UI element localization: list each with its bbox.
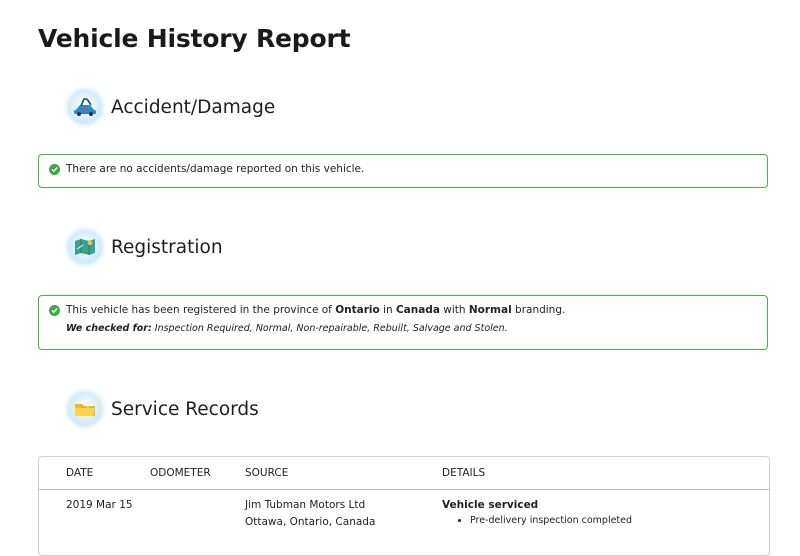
registration-message: This vehicle has been registered in the province of Ontario in Canada with Normal branding. — [66, 304, 566, 316]
registration-section-header — [68, 229, 223, 265]
accident-section-header — [68, 89, 275, 125]
registration-branding: Normal — [468, 304, 512, 316]
check-circle-icon — [49, 164, 60, 175]
row-details-list — [442, 514, 632, 527]
map-icon — [68, 230, 102, 264]
column-header-source: SOURCE — [245, 467, 289, 479]
service-records-table — [38, 456, 770, 556]
service-section-title: Service Records — [111, 398, 259, 420]
service-section-header — [68, 391, 259, 427]
crashed-car-icon — [68, 90, 102, 124]
row-date: 2019 Mar 15 — [66, 499, 133, 511]
table-header — [39, 457, 769, 490]
row-details — [442, 497, 632, 527]
page-title: Vehicle History Report — [38, 24, 351, 53]
row-source-location: Ottawa, Ontario, Canada — [245, 516, 376, 528]
column-header-date: DATE — [66, 467, 94, 479]
registration-alert — [38, 295, 768, 350]
check-circle-icon — [49, 305, 60, 316]
registration-country: Canada — [395, 304, 440, 316]
registration-section-title: Registration — [111, 236, 223, 258]
folder-icon — [68, 392, 102, 426]
list-item: • Pre-delivery inspection completed — [470, 514, 632, 527]
row-source-name: Jim Tubman Motors Ltd — [245, 499, 366, 511]
accident-alert — [38, 154, 768, 188]
checked-for-label: We checked for: — [66, 323, 152, 334]
column-header-odometer: ODOMETER — [150, 467, 211, 479]
column-header-details: DETAILS — [442, 467, 486, 479]
accident-section-title: Accident/Damage — [111, 96, 276, 118]
registration-province: Ontario — [335, 304, 380, 316]
row-details-title: Vehicle serviced — [442, 499, 539, 511]
row-source — [245, 497, 375, 531]
checked-for-list: Inspection Required, Normal, Non-repairable, Rebuilt, Salvage and Stolen. — [151, 323, 508, 334]
checked-for-line — [66, 323, 757, 334]
accident-message: There are no accidents/damage reported on this vehicle. — [66, 163, 365, 175]
